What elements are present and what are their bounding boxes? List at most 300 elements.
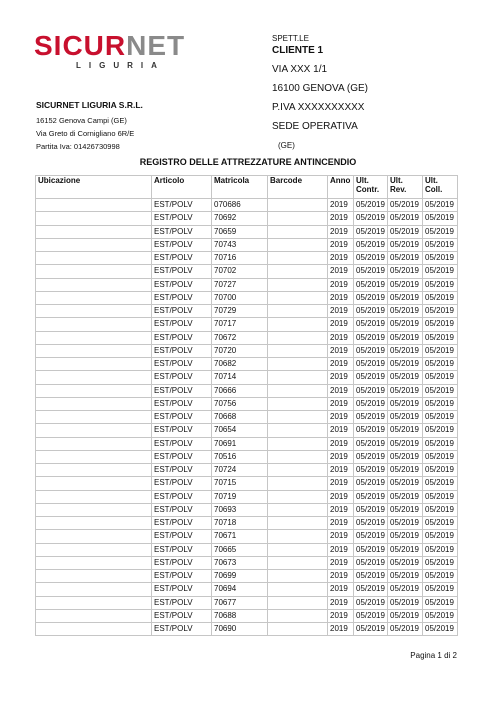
cell-ult-coll: 05/2019 xyxy=(423,570,458,583)
cell-ubicazione xyxy=(36,609,152,622)
cell-articolo: EST/POLV xyxy=(152,503,212,516)
cell-anno: 2019 xyxy=(328,596,354,609)
cell-matricola: 70743 xyxy=(212,238,268,251)
table-row xyxy=(36,623,458,636)
cell-ult-coll: 05/2019 xyxy=(423,212,458,225)
cell-ult-coll: 05/2019 xyxy=(423,318,458,331)
page-indicator: Pagina 1 di 2 xyxy=(410,651,457,660)
cell-ult-coll: 05/2019 xyxy=(423,305,458,318)
cell-articolo: EST/POLV xyxy=(152,570,212,583)
table-row xyxy=(36,464,458,477)
column-header-ult-rev: Ult. Rev. xyxy=(388,176,423,199)
cell-matricola: 70715 xyxy=(212,477,268,490)
table-row xyxy=(36,252,458,265)
cell-articolo: EST/POLV xyxy=(152,477,212,490)
table-row xyxy=(36,384,458,397)
cell-ult-contr: 05/2019 xyxy=(354,517,388,530)
cell-articolo: EST/POLV xyxy=(152,278,212,291)
cell-ubicazione xyxy=(36,305,152,318)
cell-ult-rev: 05/2019 xyxy=(388,331,423,344)
cell-anno: 2019 xyxy=(328,583,354,596)
cell-ult-contr: 05/2019 xyxy=(354,252,388,265)
column-header-ult-coll: Ult. Coll. xyxy=(423,176,458,199)
table-row xyxy=(36,503,458,516)
cell-ult-contr: 05/2019 xyxy=(354,199,388,212)
cell-ult-contr: 05/2019 xyxy=(354,384,388,397)
table-row xyxy=(36,278,458,291)
cell-ult-coll: 05/2019 xyxy=(423,623,458,636)
cell-barcode xyxy=(268,570,328,583)
cell-anno: 2019 xyxy=(328,278,354,291)
cell-ult-coll: 05/2019 xyxy=(423,358,458,371)
cell-anno: 2019 xyxy=(328,305,354,318)
cell-articolo: EST/POLV xyxy=(152,411,212,424)
cell-barcode xyxy=(268,238,328,251)
cell-anno: 2019 xyxy=(328,318,354,331)
cell-matricola: 70716 xyxy=(212,252,268,265)
cell-ult-contr: 05/2019 xyxy=(354,556,388,569)
cell-ult-contr: 05/2019 xyxy=(354,530,388,543)
cell-barcode xyxy=(268,556,328,569)
cell-ult-contr: 05/2019 xyxy=(354,278,388,291)
cell-matricola: 70719 xyxy=(212,490,268,503)
cell-barcode xyxy=(268,424,328,437)
cell-barcode xyxy=(268,318,328,331)
cell-anno: 2019 xyxy=(328,570,354,583)
cell-ult-coll: 05/2019 xyxy=(423,583,458,596)
table-row xyxy=(36,291,458,304)
cell-matricola: 70659 xyxy=(212,225,268,238)
cell-matricola: 70694 xyxy=(212,583,268,596)
cell-matricola: 70700 xyxy=(212,291,268,304)
cell-ubicazione xyxy=(36,450,152,463)
cell-ult-coll: 05/2019 xyxy=(423,225,458,238)
cell-matricola: 70717 xyxy=(212,318,268,331)
cell-articolo: EST/POLV xyxy=(152,543,212,556)
cell-ubicazione xyxy=(36,477,152,490)
cell-articolo: EST/POLV xyxy=(152,212,212,225)
company-city: 16152 Genova Campi (GE) xyxy=(36,116,127,125)
cell-anno: 2019 xyxy=(328,371,354,384)
cell-ult-contr: 05/2019 xyxy=(354,450,388,463)
cell-ult-coll: 05/2019 xyxy=(423,450,458,463)
cell-articolo: EST/POLV xyxy=(152,424,212,437)
cell-matricola: 70690 xyxy=(212,623,268,636)
cell-ult-rev: 05/2019 xyxy=(388,596,423,609)
cell-articolo: EST/POLV xyxy=(152,530,212,543)
cell-ult-coll: 05/2019 xyxy=(423,477,458,490)
recipient-city: 16100 GENOVA (GE) xyxy=(272,83,368,94)
table-row xyxy=(36,424,458,437)
table-row xyxy=(36,596,458,609)
cell-ubicazione xyxy=(36,318,152,331)
recipient-name: CLIENTE 1 xyxy=(272,45,324,56)
cell-ult-rev: 05/2019 xyxy=(388,609,423,622)
cell-articolo: EST/POLV xyxy=(152,358,212,371)
cell-ult-contr: 05/2019 xyxy=(354,397,388,410)
table-row xyxy=(36,609,458,622)
cell-barcode xyxy=(268,397,328,410)
table-row xyxy=(36,358,458,371)
cell-articolo: EST/POLV xyxy=(152,596,212,609)
cell-anno: 2019 xyxy=(328,556,354,569)
cell-anno: 2019 xyxy=(328,503,354,516)
cell-barcode xyxy=(268,291,328,304)
cell-ult-coll: 05/2019 xyxy=(423,424,458,437)
cell-ult-rev: 05/2019 xyxy=(388,397,423,410)
table-row xyxy=(36,344,458,357)
cell-ult-contr: 05/2019 xyxy=(354,344,388,357)
cell-ult-contr: 05/2019 xyxy=(354,464,388,477)
cell-ult-contr: 05/2019 xyxy=(354,583,388,596)
cell-barcode xyxy=(268,477,328,490)
cell-matricola: 70692 xyxy=(212,212,268,225)
cell-articolo: EST/POLV xyxy=(152,305,212,318)
table-row xyxy=(36,238,458,251)
table-row xyxy=(36,583,458,596)
table-row xyxy=(36,305,458,318)
cell-ult-coll: 05/2019 xyxy=(423,291,458,304)
cell-articolo: EST/POLV xyxy=(152,583,212,596)
cell-matricola: 70720 xyxy=(212,344,268,357)
table-row xyxy=(36,265,458,278)
cell-barcode xyxy=(268,278,328,291)
recipient-province: (GE) xyxy=(278,141,295,150)
cell-ubicazione xyxy=(36,331,152,344)
cell-ubicazione xyxy=(36,543,152,556)
cell-ult-rev: 05/2019 xyxy=(388,238,423,251)
cell-ubicazione xyxy=(36,583,152,596)
cell-ubicazione xyxy=(36,397,152,410)
recipient-address: VIA XXX 1/1 xyxy=(272,64,328,75)
cell-articolo: EST/POLV xyxy=(152,556,212,569)
cell-barcode xyxy=(268,583,328,596)
cell-barcode xyxy=(268,252,328,265)
cell-anno: 2019 xyxy=(328,623,354,636)
cell-ubicazione xyxy=(36,464,152,477)
cell-ubicazione xyxy=(36,238,152,251)
cell-ult-rev: 05/2019 xyxy=(388,437,423,450)
cell-ubicazione xyxy=(36,556,152,569)
cell-anno: 2019 xyxy=(328,477,354,490)
cell-ult-contr: 05/2019 xyxy=(354,411,388,424)
cell-articolo: EST/POLV xyxy=(152,252,212,265)
cell-ubicazione xyxy=(36,225,152,238)
cell-ubicazione xyxy=(36,252,152,265)
table-row xyxy=(36,490,458,503)
cell-matricola: 070686 xyxy=(212,199,268,212)
logo-wordmark xyxy=(34,30,185,62)
cell-matricola: 70702 xyxy=(212,265,268,278)
cell-barcode xyxy=(268,358,328,371)
cell-ult-rev: 05/2019 xyxy=(388,371,423,384)
recipient-block xyxy=(272,34,368,152)
cell-ubicazione xyxy=(36,265,152,278)
cell-anno: 2019 xyxy=(328,411,354,424)
cell-articolo: EST/POLV xyxy=(152,490,212,503)
cell-ult-rev: 05/2019 xyxy=(388,252,423,265)
cell-ult-rev: 05/2019 xyxy=(388,212,423,225)
cell-articolo: EST/POLV xyxy=(152,318,212,331)
cell-ult-coll: 05/2019 xyxy=(423,371,458,384)
column-header-ubicazione: Ubicazione xyxy=(36,176,152,199)
cell-ult-rev: 05/2019 xyxy=(388,583,423,596)
cell-anno: 2019 xyxy=(328,384,354,397)
cell-barcode xyxy=(268,411,328,424)
logo-part-2: NET xyxy=(126,30,186,61)
cell-ult-contr: 05/2019 xyxy=(354,543,388,556)
cell-ult-contr: 05/2019 xyxy=(354,358,388,371)
cell-ult-contr: 05/2019 xyxy=(354,331,388,344)
cell-barcode xyxy=(268,450,328,463)
cell-ubicazione xyxy=(36,278,152,291)
cell-ult-rev: 05/2019 xyxy=(388,543,423,556)
cell-ult-rev: 05/2019 xyxy=(388,450,423,463)
cell-articolo: EST/POLV xyxy=(152,331,212,344)
company-vat: Partita Iva: 01426730998 xyxy=(36,142,120,151)
cell-anno: 2019 xyxy=(328,252,354,265)
cell-anno: 2019 xyxy=(328,344,354,357)
cell-matricola: 70714 xyxy=(212,371,268,384)
cell-articolo: EST/POLV xyxy=(152,464,212,477)
table-row xyxy=(36,570,458,583)
cell-ubicazione xyxy=(36,490,152,503)
cell-anno: 2019 xyxy=(328,265,354,278)
table-row xyxy=(36,199,458,212)
cell-ult-coll: 05/2019 xyxy=(423,331,458,344)
cell-ult-rev: 05/2019 xyxy=(388,556,423,569)
cell-articolo: EST/POLV xyxy=(152,384,212,397)
column-header-matricola: Matricola xyxy=(212,176,268,199)
cell-ult-rev: 05/2019 xyxy=(388,199,423,212)
cell-ult-rev: 05/2019 xyxy=(388,517,423,530)
column-header-barcode: Barcode xyxy=(268,176,328,199)
cell-matricola: 70727 xyxy=(212,278,268,291)
table-row xyxy=(36,411,458,424)
table-row xyxy=(36,371,458,384)
recipient-prefix: SPETT.LE xyxy=(272,34,309,43)
cell-anno: 2019 xyxy=(328,490,354,503)
cell-ult-contr: 05/2019 xyxy=(354,291,388,304)
cell-anno: 2019 xyxy=(328,464,354,477)
cell-articolo: EST/POLV xyxy=(152,450,212,463)
cell-ult-coll: 05/2019 xyxy=(423,490,458,503)
cell-ult-coll: 05/2019 xyxy=(423,464,458,477)
cell-matricola: 70677 xyxy=(212,596,268,609)
cell-matricola: 70729 xyxy=(212,305,268,318)
cell-ult-rev: 05/2019 xyxy=(388,464,423,477)
cell-ult-contr: 05/2019 xyxy=(354,305,388,318)
cell-matricola: 70699 xyxy=(212,570,268,583)
cell-ubicazione xyxy=(36,424,152,437)
cell-anno: 2019 xyxy=(328,424,354,437)
cell-ult-contr: 05/2019 xyxy=(354,318,388,331)
cell-ult-rev: 05/2019 xyxy=(388,503,423,516)
table-row xyxy=(36,318,458,331)
cell-ult-rev: 05/2019 xyxy=(388,278,423,291)
cell-barcode xyxy=(268,212,328,225)
cell-ult-contr: 05/2019 xyxy=(354,490,388,503)
cell-ult-contr: 05/2019 xyxy=(354,596,388,609)
cell-ult-coll: 05/2019 xyxy=(423,503,458,516)
table-row xyxy=(36,556,458,569)
cell-ult-rev: 05/2019 xyxy=(388,490,423,503)
cell-ubicazione xyxy=(36,384,152,397)
table-row xyxy=(36,477,458,490)
cell-ult-coll: 05/2019 xyxy=(423,384,458,397)
cell-barcode xyxy=(268,225,328,238)
cell-anno: 2019 xyxy=(328,212,354,225)
cell-anno: 2019 xyxy=(328,543,354,556)
cell-ult-rev: 05/2019 xyxy=(388,384,423,397)
cell-matricola: 70682 xyxy=(212,358,268,371)
cell-anno: 2019 xyxy=(328,609,354,622)
cell-matricola: 70668 xyxy=(212,411,268,424)
column-header-ult-contr: Ult. Contr. xyxy=(354,176,388,199)
cell-ult-coll: 05/2019 xyxy=(423,517,458,530)
cell-anno: 2019 xyxy=(328,331,354,344)
table-row xyxy=(36,437,458,450)
cell-barcode xyxy=(268,596,328,609)
cell-ult-coll: 05/2019 xyxy=(423,344,458,357)
cell-ult-contr: 05/2019 xyxy=(354,225,388,238)
cell-ubicazione xyxy=(36,371,152,384)
cell-matricola: 70756 xyxy=(212,397,268,410)
cell-ubicazione xyxy=(36,199,152,212)
cell-ult-rev: 05/2019 xyxy=(388,623,423,636)
cell-articolo: EST/POLV xyxy=(152,199,212,212)
table-row xyxy=(36,331,458,344)
cell-ubicazione xyxy=(36,291,152,304)
cell-ult-contr: 05/2019 xyxy=(354,238,388,251)
cell-anno: 2019 xyxy=(328,517,354,530)
cell-ult-rev: 05/2019 xyxy=(388,570,423,583)
cell-ubicazione xyxy=(36,358,152,371)
cell-ult-coll: 05/2019 xyxy=(423,252,458,265)
company-name: SICURNET LIGURIA S.R.L. xyxy=(36,100,143,110)
column-header-articolo: Articolo xyxy=(152,176,212,199)
cell-ubicazione xyxy=(36,411,152,424)
cell-ult-rev: 05/2019 xyxy=(388,305,423,318)
company-logo xyxy=(34,30,224,74)
cell-ult-coll: 05/2019 xyxy=(423,278,458,291)
cell-ubicazione xyxy=(36,344,152,357)
cell-matricola: 70665 xyxy=(212,543,268,556)
cell-ubicazione xyxy=(36,517,152,530)
cell-matricola: 70718 xyxy=(212,517,268,530)
cell-ult-coll: 05/2019 xyxy=(423,411,458,424)
cell-barcode xyxy=(268,305,328,318)
cell-ubicazione xyxy=(36,503,152,516)
cell-ult-coll: 05/2019 xyxy=(423,265,458,278)
cell-ult-contr: 05/2019 xyxy=(354,623,388,636)
cell-ubicazione xyxy=(36,530,152,543)
cell-ubicazione xyxy=(36,570,152,583)
cell-barcode xyxy=(268,517,328,530)
cell-matricola: 70673 xyxy=(212,556,268,569)
cell-ult-coll: 05/2019 xyxy=(423,397,458,410)
cell-barcode xyxy=(268,344,328,357)
cell-articolo: EST/POLV xyxy=(152,609,212,622)
cell-ult-contr: 05/2019 xyxy=(354,570,388,583)
cell-articolo: EST/POLV xyxy=(152,517,212,530)
recipient-site: SEDE OPERATIVA xyxy=(272,121,358,132)
cell-ult-rev: 05/2019 xyxy=(388,225,423,238)
cell-matricola: 70693 xyxy=(212,503,268,516)
cell-ult-contr: 05/2019 xyxy=(354,477,388,490)
cell-barcode xyxy=(268,371,328,384)
cell-matricola: 70672 xyxy=(212,331,268,344)
table-row xyxy=(36,517,458,530)
cell-ult-coll: 05/2019 xyxy=(423,530,458,543)
cell-anno: 2019 xyxy=(328,199,354,212)
cell-barcode xyxy=(268,490,328,503)
cell-ult-coll: 05/2019 xyxy=(423,556,458,569)
cell-matricola: 70691 xyxy=(212,437,268,450)
cell-ult-contr: 05/2019 xyxy=(354,371,388,384)
cell-anno: 2019 xyxy=(328,437,354,450)
cell-articolo: EST/POLV xyxy=(152,344,212,357)
cell-articolo: EST/POLV xyxy=(152,371,212,384)
cell-matricola: 70654 xyxy=(212,424,268,437)
cell-ult-contr: 05/2019 xyxy=(354,503,388,516)
cell-ult-coll: 05/2019 xyxy=(423,596,458,609)
cell-ult-rev: 05/2019 xyxy=(388,477,423,490)
cell-ult-contr: 05/2019 xyxy=(354,212,388,225)
company-address: Via Greto di Cornigliano 6R/E xyxy=(36,129,135,138)
cell-barcode xyxy=(268,503,328,516)
cell-barcode xyxy=(268,623,328,636)
cell-barcode xyxy=(268,199,328,212)
cell-barcode xyxy=(268,331,328,344)
cell-anno: 2019 xyxy=(328,225,354,238)
table-row xyxy=(36,397,458,410)
company-block xyxy=(36,98,143,153)
cell-matricola: 70516 xyxy=(212,450,268,463)
cell-anno: 2019 xyxy=(328,358,354,371)
cell-ult-rev: 05/2019 xyxy=(388,291,423,304)
cell-articolo: EST/POLV xyxy=(152,238,212,251)
table-row xyxy=(36,212,458,225)
cell-barcode xyxy=(268,384,328,397)
cell-articolo: EST/POLV xyxy=(152,291,212,304)
cell-ult-coll: 05/2019 xyxy=(423,543,458,556)
cell-matricola: 70688 xyxy=(212,609,268,622)
logo-subtitle: LIGURIA xyxy=(76,61,165,70)
document-title: REGISTRO DELLE ATTREZZATURE ANTINCENDIO xyxy=(139,157,357,167)
cell-anno: 2019 xyxy=(328,450,354,463)
cell-ult-contr: 05/2019 xyxy=(354,609,388,622)
cell-barcode xyxy=(268,609,328,622)
cell-anno: 2019 xyxy=(328,397,354,410)
cell-ult-rev: 05/2019 xyxy=(388,265,423,278)
cell-matricola: 70666 xyxy=(212,384,268,397)
cell-barcode xyxy=(268,437,328,450)
table-row xyxy=(36,543,458,556)
cell-ubicazione xyxy=(36,623,152,636)
cell-articolo: EST/POLV xyxy=(152,623,212,636)
cell-ubicazione xyxy=(36,212,152,225)
cell-ult-coll: 05/2019 xyxy=(423,437,458,450)
cell-ult-coll: 05/2019 xyxy=(423,199,458,212)
cell-ubicazione xyxy=(36,437,152,450)
table-row xyxy=(36,450,458,463)
cell-ult-rev: 05/2019 xyxy=(388,358,423,371)
cell-articolo: EST/POLV xyxy=(152,397,212,410)
cell-ult-contr: 05/2019 xyxy=(354,437,388,450)
cell-ult-coll: 05/2019 xyxy=(423,238,458,251)
cell-ult-coll: 05/2019 xyxy=(423,609,458,622)
